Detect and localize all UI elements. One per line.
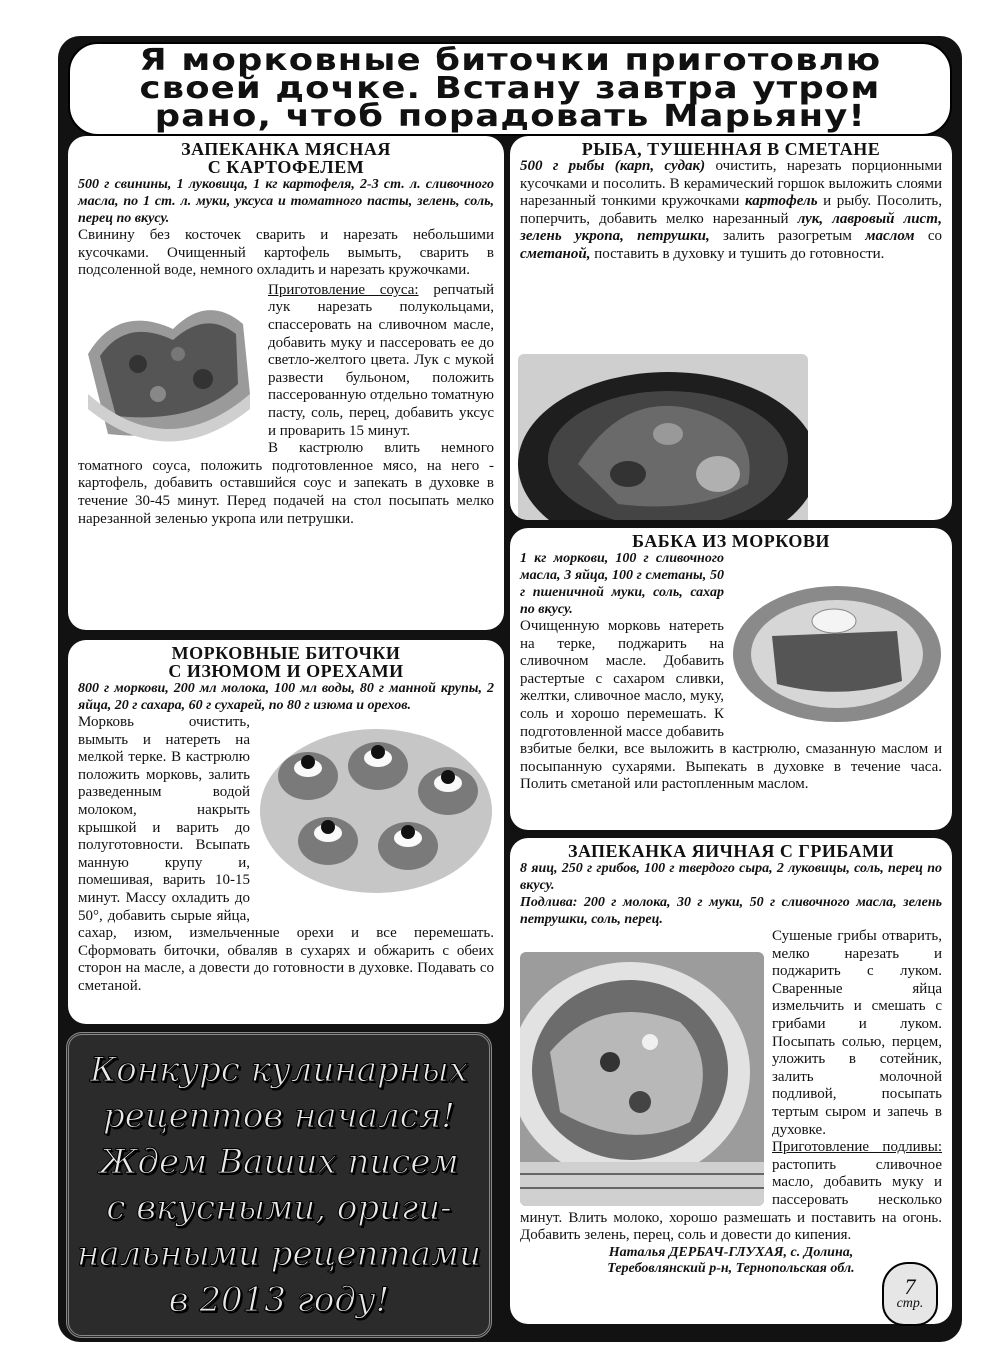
recipe-carrot-patties: [68, 640, 504, 1024]
recipe-ingredients: 800 г моркови, 200 мл молока, 100 мл воды, 80 г манной крупы, 2 яйца, 20 г сахара, 60 г сухарей, по 80 г изюма и орехов.: [78, 681, 494, 713]
recipe-title: РЫБА, ТУШЕННАЯ В СМЕТАНЕ: [581, 139, 881, 159]
recipe-title: [78, 140, 494, 176]
contest-line-6: в 2013 году!: [168, 1280, 390, 1320]
headline-banner: [68, 42, 952, 136]
recipe-step-3: залить разогретым: [723, 228, 852, 245]
recipe-step-4: со: [927, 228, 943, 245]
recipe-step-2: репчатый лук нарезать полукольцами, спассеровать на сливочном масле, добавить муку и пассеровать ее до светло-желтого цвета. Лук с мукой развести бульоном, положить пассерованную отдельно томатную пасту, соль, перец, добавить уксус и проварить 15 минут.: [268, 281, 494, 439]
recipe-step-5: поставить в духовку и тушить до готовности.: [594, 245, 885, 262]
page-number: 7: [904, 1274, 916, 1299]
author-name: Наталья ДЕРБАЧ-ГЛУХАЯ, с. Долина,: [608, 1244, 854, 1260]
recipe-step-1: Очищенную морковь натереть на терке, поджарить на сливочном масле. Добавить растертые с сахаром сливки, желтки, сливочное масло, муку, соль и хорошо перемешать. К подготовленной массе добавить взбитые белки, все выложить в кастрюлю, смазанную маслом и посыпанную сухарями. Выпекать в духовке в течение часа. Полить сметаной или растопленным маслом.: [520, 618, 942, 793]
recipe-step-1: очистить, нарезать порционными кусочками и посолить. В керамический горшок выложить слоями нарезанный тонкими кружочками: [520, 158, 943, 210]
recipe-step-1: Сушеные грибы отварить, мелко нарезать и поджарить с луком. Сваренные яйца измельчить и смешать с грибами и луком. Посыпать солью, перцем, уложить в сотейник, залить молочной подливой, посыпать тертым сыром и запечь в духовке.: [772, 928, 942, 1138]
page-label: стр.: [896, 1296, 924, 1311]
egg-casserole-photo: [520, 952, 764, 1206]
contest-line-5: нальными рецептами: [76, 1234, 482, 1274]
headline-line-3: рано, чтоб порадовать Марьяну!: [154, 99, 866, 134]
sauce-label: Приготовление соуса:: [268, 281, 419, 298]
contest-line-2: рецептов начался!: [103, 1096, 455, 1136]
contest-line-3: Ждем Ваших писем: [99, 1142, 459, 1182]
recipe-egg-mushroom-casserole: [510, 838, 952, 1324]
recipe-title: ЗАПЕКАНКА ЯИЧНАЯ С ГРИБАМИ: [568, 841, 894, 861]
contest-announcement: [66, 1032, 492, 1338]
sour-cream-word: сметаной,: [520, 245, 591, 262]
herbs-ingredients: лук, лавровый лист, зелень укропа, петрушки,: [520, 210, 943, 245]
author-location: Теребовлянский р-н, Тернопольская обл.: [607, 1260, 855, 1276]
recipe-title: [78, 644, 494, 680]
recipe-ingredients: 1 кг моркови, 100 г сливочного масла, 3 яйца, 100 г сметаны, 50 г пшеничной муки, соль, сахар по вкусу.: [520, 551, 724, 617]
recipe-step-3: В кастрюлю влить немного томатного соуса, положить подготовленное мясо, на него - картофель, добавить оставшийся соус и запекать в духовке в течение 30-45 минут. Перед подачей на стол посыпать мелко нарезанной зеленью укропа или петрушки.: [78, 440, 494, 527]
potato-word: картофель: [744, 193, 818, 210]
page-number-badge: [882, 1262, 938, 1326]
contest-line-4: с вкусными, ориги-: [106, 1188, 452, 1228]
recipe-carrot-babka: [510, 528, 952, 830]
fish-ingredients: 500 г рыбы (карп, судак): [520, 158, 706, 174]
recipe-fish-sour-cream: [510, 136, 952, 520]
recipe-step-1: Морковь очистить, вымыть и натереть на мелкой терке. В кастрюлю положить морковь, залить разведенным водой молоком, накрыть крышкой и варить до полуготовности. Всыпать манную крупу и, помешивая, варить 10-15 минут. Массу охладить до 50°, добавить сырые яйца, сахар, изюм, измельченные орехи и все перемешать. Сформовать биточки, обваляв в сухарях и обжарить с обеих сторон на масле, а довести до готовности в духовке. Подавать со сметаной.: [78, 714, 494, 994]
sauce-ingredients: Подлива: 200 г молока, 30 г муки, 50 г сливочного масла, зелень петрушки, соль, перец.: [520, 895, 942, 927]
carrot-patties-photo: [258, 716, 494, 906]
title-line-2: С ИЗЮМОМ И ОРЕХАМИ: [168, 661, 404, 681]
author-signature: [520, 1245, 942, 1277]
butter-word: маслом: [865, 228, 915, 245]
recipe-step-2: растопить сливочное масло, добавить муку и пассеровать несколько минут. Влить молоко, хорошо размешать и поставить на огонь. Добавить зелень, перец, соль и довести до кипения.: [520, 1156, 942, 1244]
carrot-babka-photo: [732, 576, 942, 726]
casserole-photo: [78, 284, 260, 454]
recipe-step-2: и рыбу. Посолить, поперчить, добавить мелко нарезанный: [520, 193, 943, 227]
recipe-ingredients: 8 яиц, 250 г грибов, 100 г твердого сыра, 2 луковицы, соль, перец по вкусу.: [520, 861, 942, 893]
contest-line-1: Конкурс кулинарных: [89, 1050, 469, 1090]
recipe-meat-casserole: [68, 136, 504, 630]
headline-line-1: Я морковные биточки приготовлю: [139, 43, 881, 78]
recipe-title: БАБКА ИЗ МОРКОВИ: [632, 531, 830, 551]
title-line-2: С КАРТОФЕЛЕМ: [207, 157, 365, 177]
headline-line-2: своей дочке. Встану завтра утром: [139, 71, 881, 106]
recipe-ingredients: 500 г свинины, 1 луковица, 1 кг картофеля, 2-3 ст. л. сливочного масла, по 1 ст. л. муки, уксуса и томатного пасты, зелень, соль, перец по вкусу.: [78, 177, 494, 226]
fish-pot-photo: [518, 354, 808, 520]
title-line-1: ЗАПЕКАНКА МЯСНАЯ: [181, 139, 391, 159]
recipe-step-1: Свинину без косточек сварить и нарезать небольшими кусочками. Очищенный картофель вымыть, сварить в подсоленной воде, немного охладить и нарезать кружочками.: [78, 227, 494, 279]
sauce-label: Приготовление подливы:: [772, 1139, 942, 1156]
title-line-1: МОРКОВНЫЕ БИТОЧКИ: [171, 643, 401, 663]
